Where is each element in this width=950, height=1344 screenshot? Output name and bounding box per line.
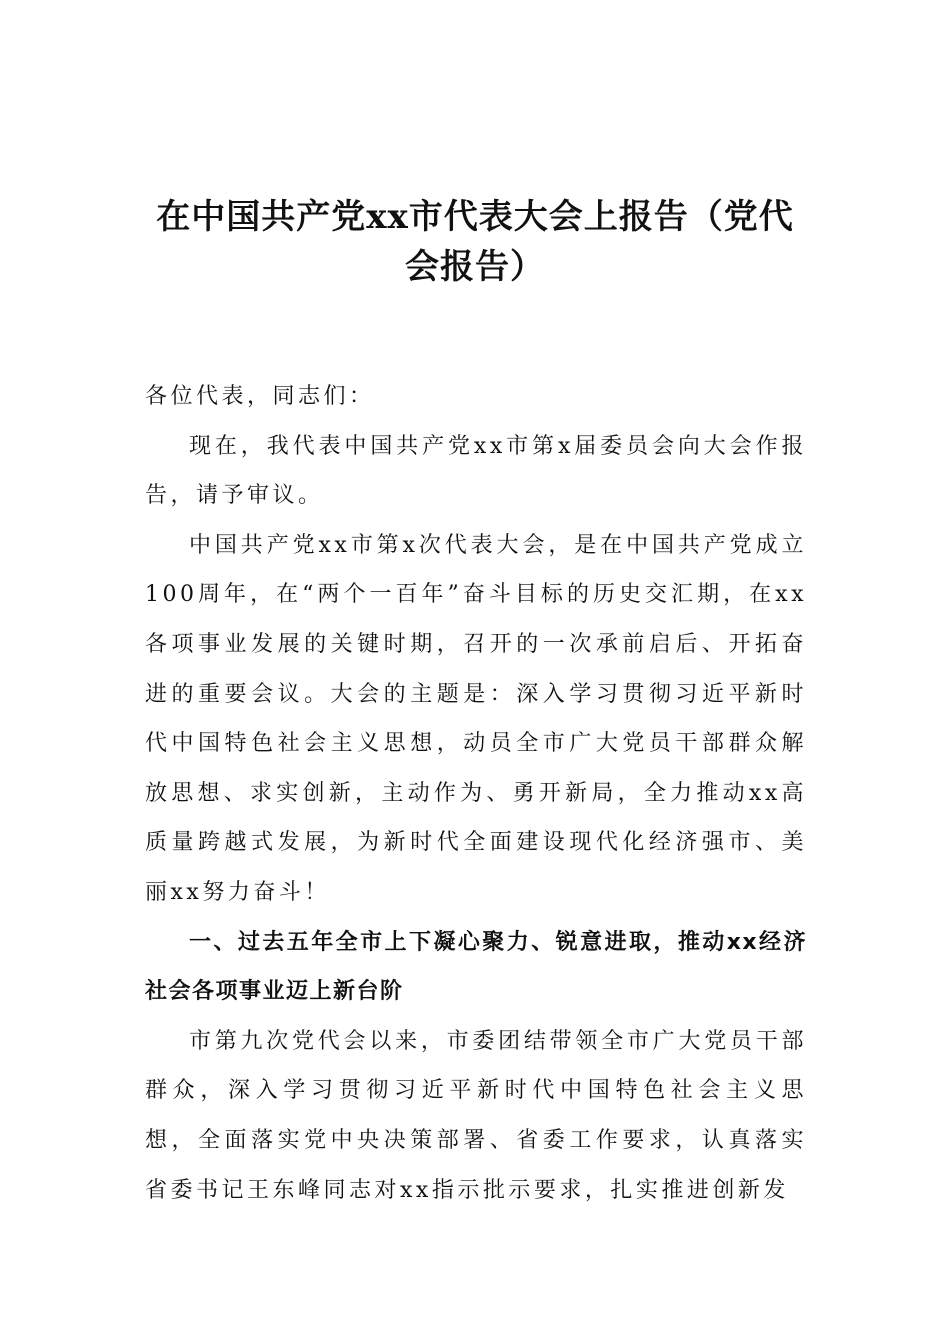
document-title: 在中国共产党xx市代表大会上报告（党代会报告）: [156, 197, 794, 287]
salutation: 各位代表，同志们：: [145, 384, 375, 409]
paragraph-theme: 中国共产党xx市第x次代表大会，是在中国共产党成立100周年，在“两个一百年”奋斗目标的历史交汇期，在xx各项事业发展的关键时期，召开的一次承前启后、开拓奋进的重要会议。大会的主题是：深入学习贯彻习近平新时代中国特色社会主义思想，动员全市广大党员干部群众解放思想、求实创新，主动作为、勇开新局，全力推动xx高质量跨越式发展，为新时代全面建设现代化经济强市、美丽xx努力奋斗！: [145, 532, 807, 905]
paragraph-intro: 现在，我代表中国共产党xx市第x届委员会向大会作报告，请予审议。: [145, 433, 807, 509]
section-heading: 一、过去五年全市上下凝心聚力、锐意进取，推动xx经济社会各项事业迈上新台阶: [145, 929, 807, 1005]
document-body: [145, 372, 807, 1215]
section-paragraph: 市第九次党代会以来，市委团结带领全市广大党员干部群众，深入学习贯彻习近平新时代中国特色社会主义思想，全面落实党中央决策部署、省委工作要求，认真落实省委书记王东峰同志对xx指示批示要求，扎实推进创新发: [145, 1028, 807, 1203]
